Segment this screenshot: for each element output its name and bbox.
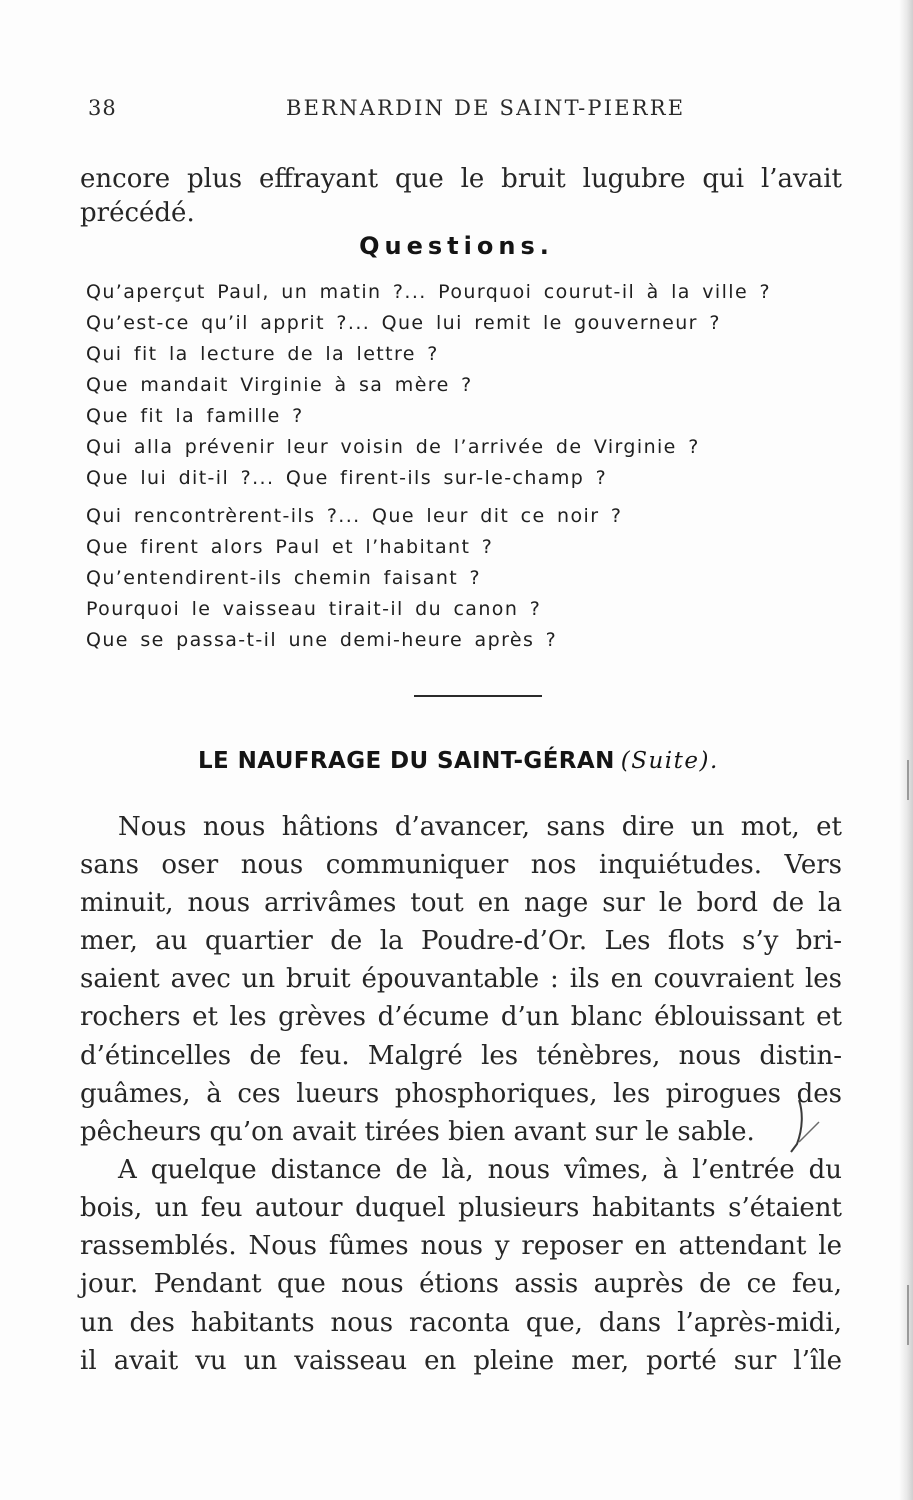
pencil-mark-icon bbox=[785, 1098, 825, 1158]
section-subtitle: (Suite). bbox=[620, 748, 719, 774]
questions-heading: Questions. bbox=[359, 232, 554, 260]
body-line: minuit, nous arrivâmes tout en nage sur le bord de la bbox=[80, 888, 842, 918]
body-line: A quelque distance de là, nous vîmes, à l’entrée du bbox=[118, 1155, 842, 1185]
section-title bbox=[198, 748, 719, 774]
body-line: sans oser nous communiquer nos inquiétudes. Vers bbox=[80, 850, 842, 880]
body-line: mer, au quartier de la Poudre-d’Or. Les flots s’y bri- bbox=[80, 926, 842, 956]
edge-mark bbox=[907, 1285, 909, 1345]
intro-line: encore plus effrayant que le bruit lugubre qui l’avait bbox=[80, 164, 842, 194]
page-number: 38 bbox=[88, 96, 117, 120]
body-line: guâmes, à ces lueurs phosphoriques, les pirogues des bbox=[80, 1079, 842, 1109]
question-line: Que fit la famille ? bbox=[86, 405, 304, 427]
running-title: BERNARDIN DE SAINT-PIERRE bbox=[286, 96, 686, 120]
body-line: il avait vu un vaisseau en pleine mer, porté sur l’île bbox=[80, 1346, 842, 1376]
question-line: Que firent alors Paul et l’habitant ? bbox=[86, 536, 494, 558]
question-line: Pourquoi le vaisseau tirait-il du canon ? bbox=[86, 598, 542, 620]
body-line: d’étincelles de feu. Malgré les ténèbres, nous distin- bbox=[80, 1041, 842, 1071]
body-line: jour. Pendant que nous étions assis auprès de ce feu, bbox=[80, 1269, 842, 1299]
intro-line: précédé. bbox=[80, 198, 195, 228]
section-separator bbox=[414, 695, 542, 697]
question-line: Qui fit la lecture de la lettre ? bbox=[86, 343, 439, 365]
question-line: Que lui dit-il ?... Que firent-ils sur-le-champ ? bbox=[86, 467, 608, 489]
body-line: rassemblés. Nous fûmes nous y reposer en attendant le bbox=[80, 1231, 842, 1261]
question-line: Qu’entendirent-ils chemin faisant ? bbox=[86, 567, 482, 589]
body-line: rochers et les grèves d’écume d’un blanc éblouissant et bbox=[80, 1002, 842, 1032]
edge-mark bbox=[907, 760, 909, 800]
body-line: saient avec un bruit épouvantable : ils en couvraient les bbox=[80, 964, 842, 994]
question-line: Que mandait Virginie à sa mère ? bbox=[86, 374, 473, 396]
section-title-text: LE NAUFRAGE DU SAINT-GÉRAN bbox=[198, 748, 615, 774]
question-line: Qui alla prévenir leur voisin de l’arrivée de Virginie ? bbox=[86, 436, 700, 458]
body-line: pêcheurs qu’on avait tirées bien avant sur le sable. bbox=[80, 1117, 755, 1147]
page-edge-shadow bbox=[899, 0, 913, 1500]
question-line: Qu’est-ce qu’il apprit ?... Que lui remit le gouverneur ? bbox=[86, 312, 721, 334]
body-line: Nous nous hâtions d’avancer, sans dire un mot, et bbox=[118, 812, 842, 842]
body-line: bois, un feu autour duquel plusieurs habitants s’étaient bbox=[80, 1193, 842, 1223]
question-line: Que se passa-t-il une demi-heure après ? bbox=[86, 629, 558, 651]
question-line: Qui rencontrèrent-ils ?... Que leur dit ce noir ? bbox=[86, 505, 623, 527]
body-line: un des habitants nous raconta que, dans l’après-midi, bbox=[80, 1308, 842, 1338]
question-line: Qu’aperçut Paul, un matin ?... Pourquoi courut-il à la ville ? bbox=[86, 281, 771, 303]
